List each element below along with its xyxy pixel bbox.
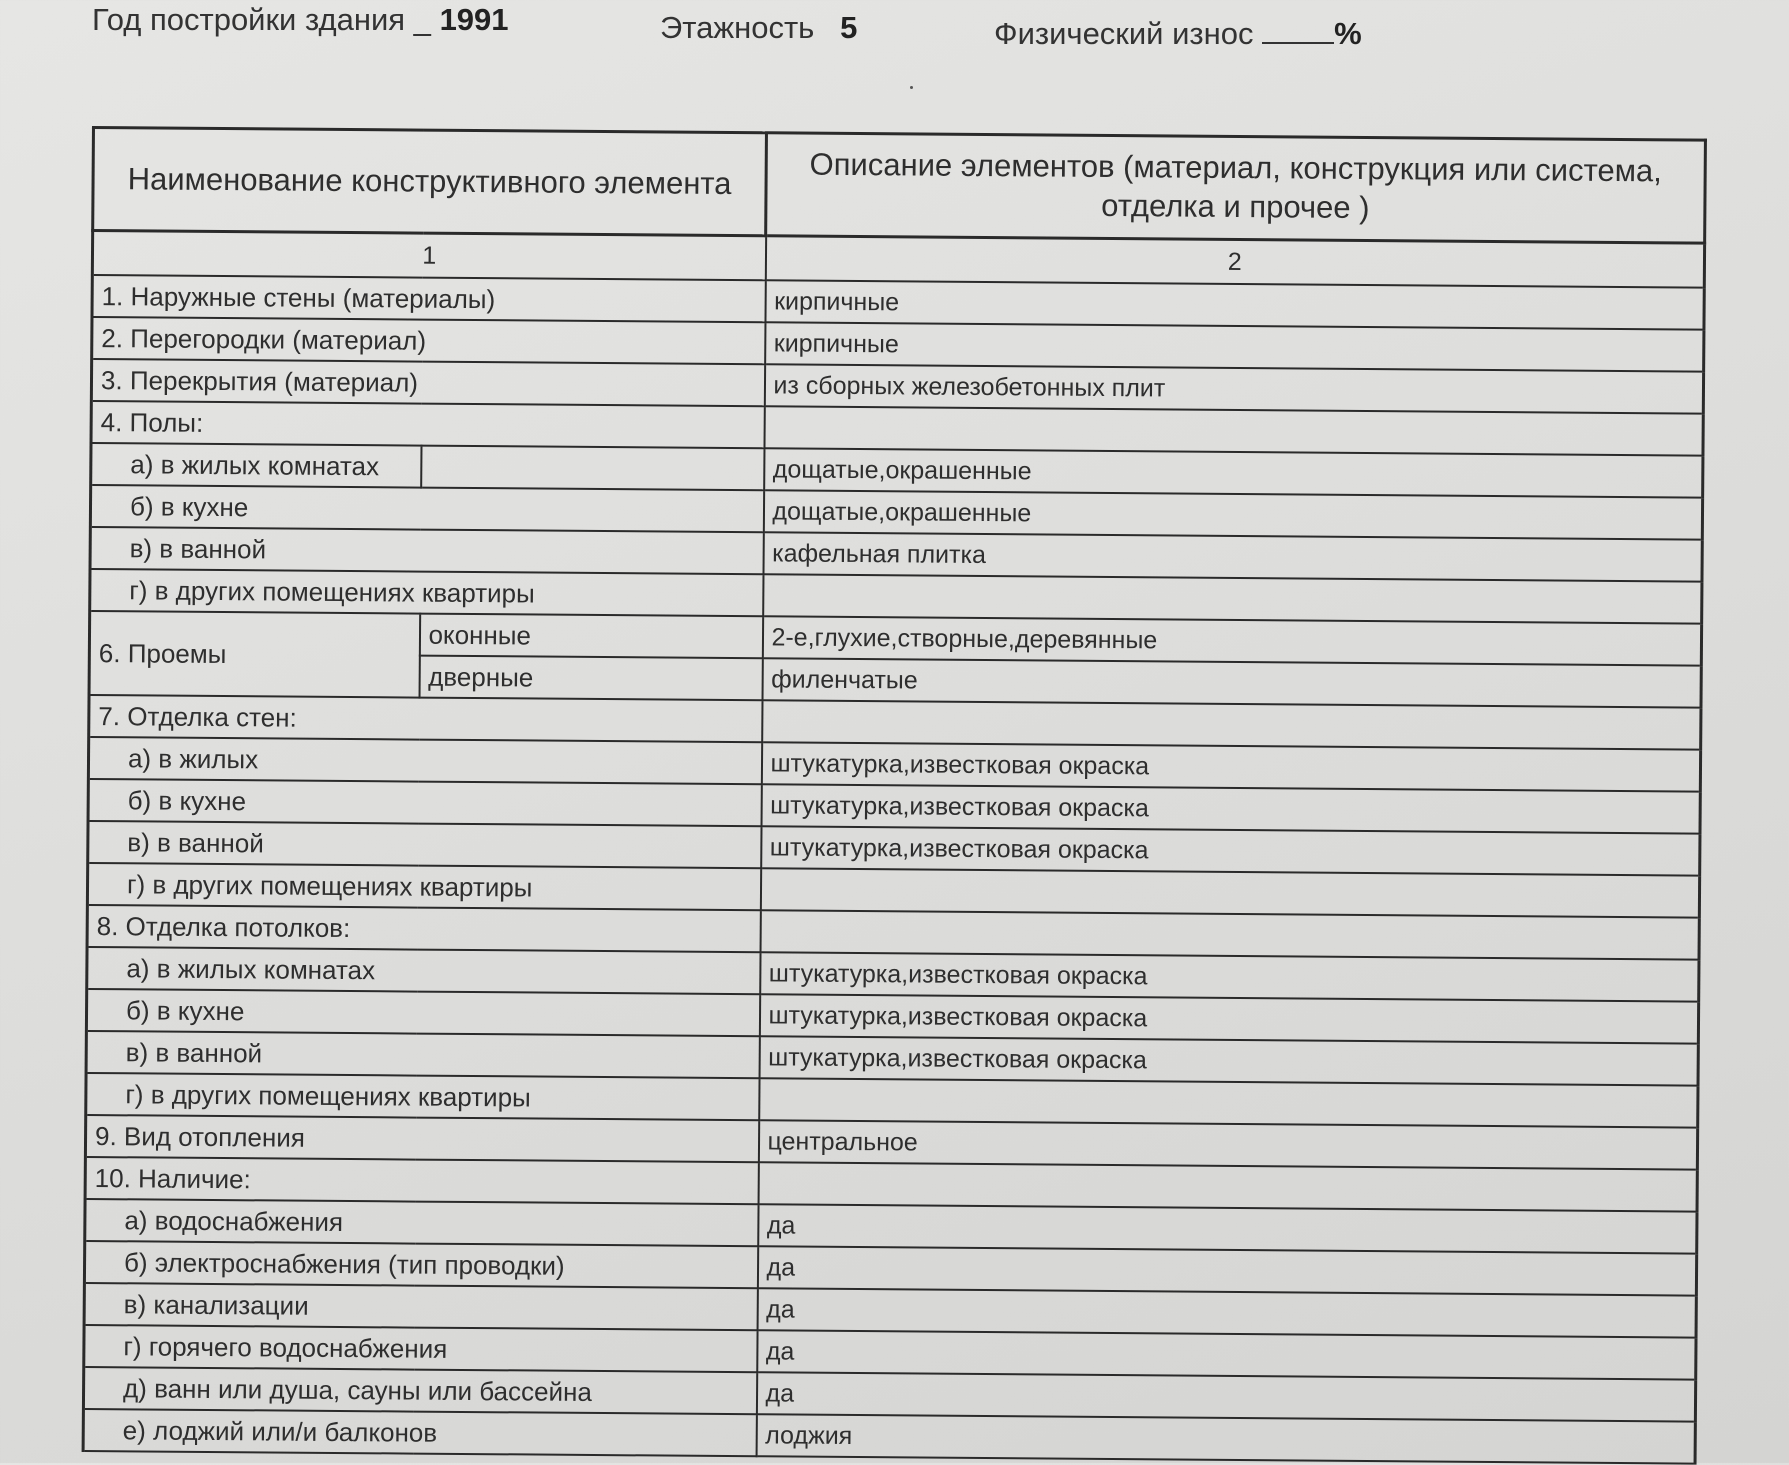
element-label: в) в ванной <box>90 527 763 574</box>
floor-count-label: Этажность <box>660 10 815 45</box>
element-label: г) горячего водоснабжения <box>84 1325 757 1372</box>
element-label: б) в кухне <box>86 989 759 1036</box>
physical-wear-unit: % <box>1334 16 1362 51</box>
element-description <box>764 406 1703 455</box>
element-description: штукатурка,известковая окраска <box>761 784 1700 833</box>
table-header-row <box>93 128 1706 244</box>
element-label: 8. Отделка потолков: <box>87 905 760 952</box>
element-label: в) в ванной <box>88 821 761 868</box>
element-label: 3. Перекрытия (материал) <box>91 359 764 406</box>
element-description: кирпичные <box>765 280 1704 329</box>
element-label: а) в жилых комнатах <box>91 443 421 488</box>
element-label: 10. Наличие: <box>85 1157 758 1204</box>
element-label: г) в других помещениях квартиры <box>86 1073 759 1120</box>
element-label: д) ванн или душа, сауны или бассейна <box>83 1367 756 1414</box>
element-description: да <box>758 1204 1697 1253</box>
column-1-number: 1 <box>92 231 765 281</box>
element-label: в) канализации <box>84 1283 757 1330</box>
paper-speck <box>910 86 913 89</box>
element-sublabel: оконные <box>419 614 762 659</box>
element-sublabel: дверные <box>419 656 762 701</box>
element-description: да <box>757 1246 1696 1295</box>
floor-count <box>660 10 857 46</box>
element-label: 6. Проемы <box>89 611 420 698</box>
column-1-header: Наименование конструктивного элемента <box>93 128 767 236</box>
element-description: штукатурка,известковая окраска <box>760 952 1699 1001</box>
element-description: из сборных железобетонных плит <box>764 364 1703 413</box>
floor-count-value: 5 <box>840 10 858 45</box>
element-description: дощатые,окрашенные <box>763 490 1702 539</box>
element-label: б) электроснабжения (тип проводки) <box>84 1241 757 1288</box>
element-label: г) в других помещениях квартиры <box>90 569 763 616</box>
element-label: е) лоджий или/и балконов <box>83 1409 756 1456</box>
element-label: 9. Вид отопления <box>85 1115 758 1162</box>
column-2-header: Описание элементов (материал, конструкция или система, отделка и прочее ) <box>766 133 1706 243</box>
element-description: кафельная плитка <box>763 532 1702 581</box>
element-description: дощатые,окрашенные <box>764 448 1703 497</box>
element-description <box>762 700 1701 749</box>
element-label: а) в жилых <box>88 737 761 784</box>
element-description <box>758 1162 1697 1211</box>
element-description: да <box>757 1288 1696 1337</box>
element-label: 4. Полы: <box>91 401 764 448</box>
element-description: штукатурка,известковая окраска <box>761 742 1700 791</box>
element-description: штукатурка,известковая окраска <box>761 826 1700 875</box>
element-description: штукатурка,известковая окраска <box>759 994 1698 1043</box>
element-description: штукатурка,известковая окраска <box>759 1036 1698 1085</box>
element-description: филенчатые <box>762 658 1701 707</box>
element-label: г) в других помещениях квартиры <box>87 863 760 910</box>
building-info-line <box>92 0 1492 60</box>
physical-wear-label: Физический износ <box>994 16 1254 51</box>
element-label: а) водоснабжения <box>85 1199 758 1246</box>
element-description <box>759 1078 1698 1127</box>
element-label: б) в кухне <box>88 779 761 826</box>
element-description <box>760 910 1699 959</box>
element-label: 7. Отделка стен: <box>89 695 762 742</box>
construction-year-value: 1991 <box>439 2 509 37</box>
element-description: кирпичные <box>765 322 1704 371</box>
construction-year-label: Год постройки здания _ <box>92 2 431 37</box>
element-label: б) в кухне <box>90 485 763 532</box>
element-description: да <box>757 1330 1696 1379</box>
element-label: а) в жилых комнатах <box>87 947 760 994</box>
element-description: лоджия <box>756 1414 1695 1463</box>
element-description <box>763 574 1702 623</box>
element-description: центральное <box>758 1120 1697 1169</box>
physical-wear-blank <box>1262 42 1334 44</box>
physical-wear <box>994 16 1362 52</box>
structural-elements-table <box>82 126 1707 1465</box>
element-description: 2-е,глухие,створные,деревянные <box>762 616 1701 665</box>
element-label: 1. Наружные стены (материалы) <box>92 275 765 322</box>
construction-year <box>92 2 509 38</box>
element-description: да <box>756 1372 1695 1421</box>
column-2-number: 2 <box>765 236 1704 288</box>
element-description <box>760 868 1699 917</box>
element-label: 2. Перегородки (материал) <box>92 317 765 364</box>
empty-cell <box>421 446 764 491</box>
element-label: в) в ванной <box>86 1031 759 1078</box>
